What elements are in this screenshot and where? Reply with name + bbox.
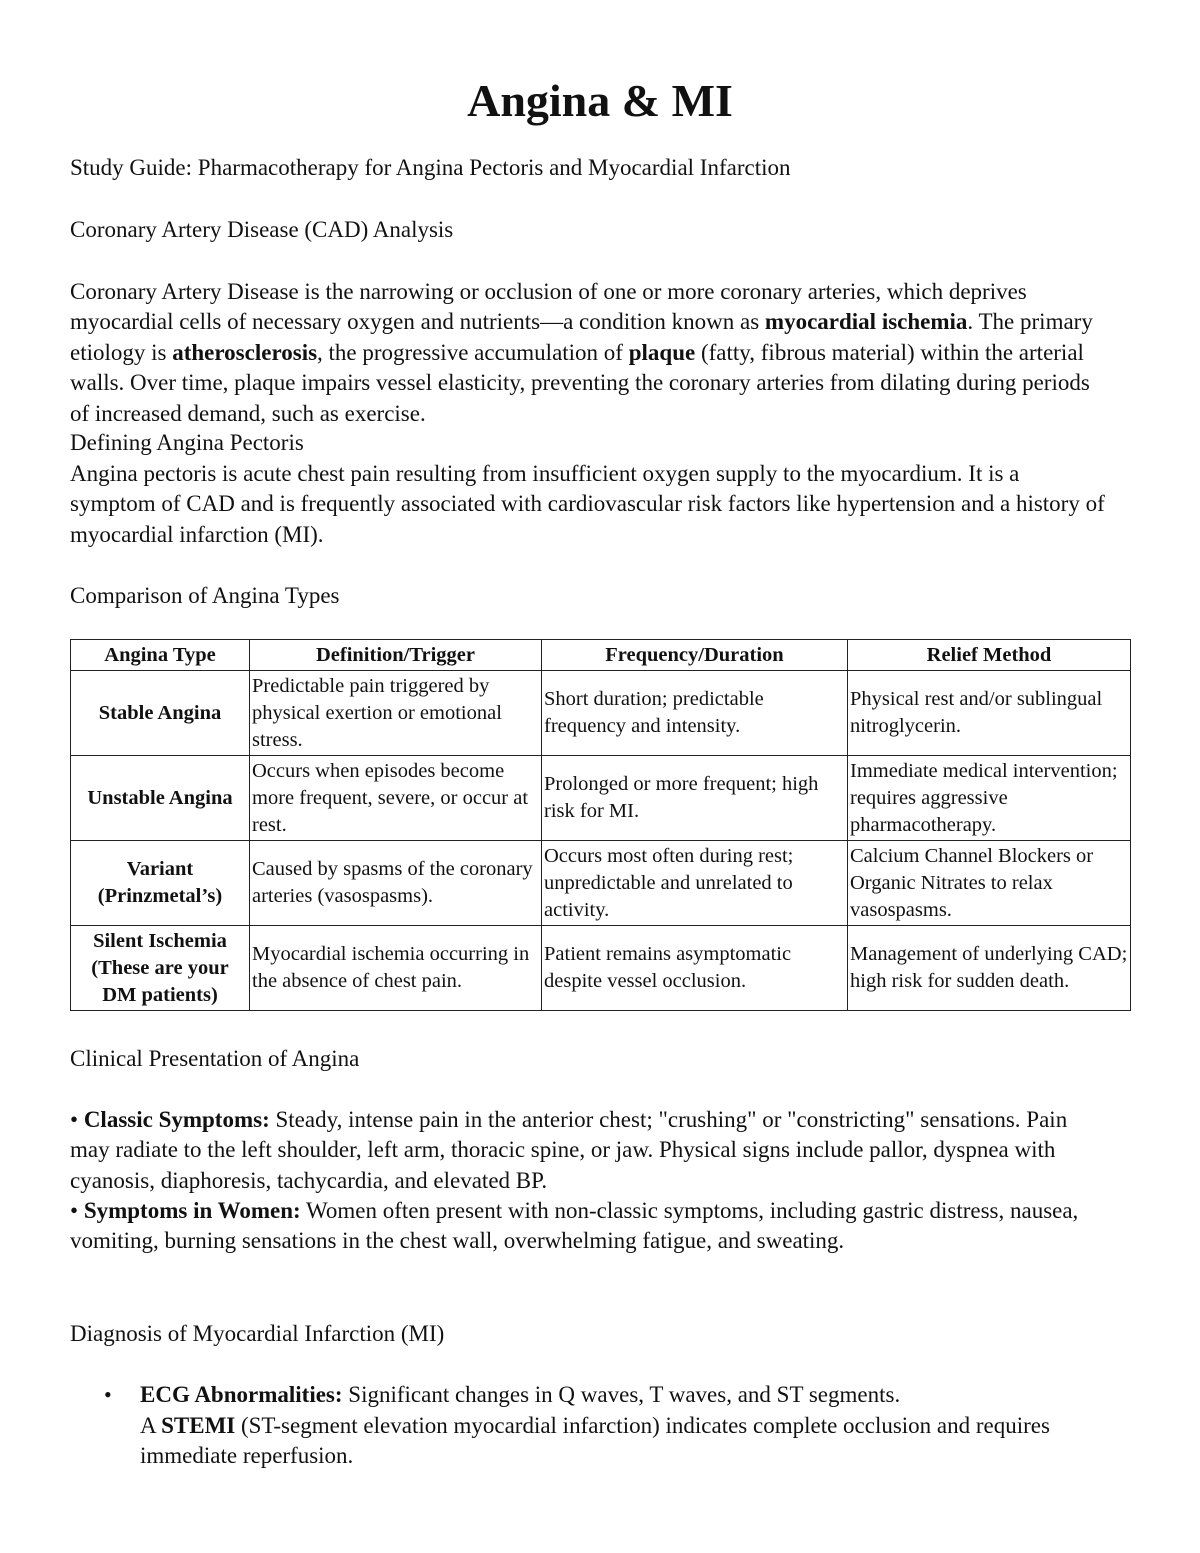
frequency-cell: Prolonged or more frequent; high risk for MI. <box>542 756 848 841</box>
classic-symptoms-label: Classic Symptoms: <box>83 1107 270 1132</box>
angina-type-cell: Unstable Angina <box>71 756 250 841</box>
women-symptoms-label: Symptoms in Women: <box>83 1198 301 1223</box>
relief-cell: Management of underlying CAD; high risk for sudden death. <box>848 926 1131 1011</box>
table-row <box>71 926 1131 1011</box>
cad-heading: Coronary Artery Disease (CAD) Analysis <box>70 217 454 242</box>
definition-cell: Myocardial ischemia occurring in the absence of chest pain. <box>250 926 542 1011</box>
term-atherosclerosis: atherosclerosis <box>172 339 318 365</box>
list-item <box>70 1380 1130 1472</box>
stemi-text: (ST-segment elevation myocardial infarction) indicates complete occlusion and requires immediate reperfusion. <box>140 1412 1050 1468</box>
angina-type-cell: Variant (Prinzmetal’s) <box>71 841 250 926</box>
classic-symptoms-paragraph <box>70 1105 1110 1196</box>
column-header: Definition/Trigger <box>250 640 542 671</box>
relief-cell: Calcium Channel Blockers or Organic Nitrates to relax vasospasms. <box>848 841 1131 926</box>
diagnosis-heading: Diagnosis of Myocardial Infarction (MI) <box>70 1321 445 1346</box>
angina-definition-heading: Defining Angina Pectoris <box>70 430 304 455</box>
ecg-label: ECG Abnormalities: <box>140 1382 343 1407</box>
women-symptoms-text: Women often present with non-classic symptoms, including gastric distress, nausea, vomiting, burning sensations in the chest wall, overwhelming fatigue, and sweating. <box>70 1198 1079 1254</box>
stemi-prefix: A <box>140 1412 162 1438</box>
term-plaque: plaque <box>628 339 696 365</box>
cad-text-1: Coronary Artery Disease is the narrowing or occlusion of one or more coronary arteries, which deprives myocardial cells of necessary oxygen and nutrients—a condition known as <box>70 279 1027 335</box>
bullet-icon: • <box>70 1198 79 1223</box>
cad-paragraph <box>70 277 1110 429</box>
classic-symptoms-text: Steady, intense pain in the anterior chest; "crushing" or "constricting" sensations. Pain may radiate to the left shoulder, left arm, thoracic spine, or jaw. Physical signs include pallor, dyspnea with cyanosis, diaphoresis, tachycardia, and elevated BP. <box>70 1107 1068 1193</box>
subtitle: Study Guide: Pharmacotherapy for Angina Pectoris and Myocardial Infarction <box>70 155 791 180</box>
bullet-icon: • <box>70 1107 79 1132</box>
frequency-cell: Patient remains asymptomatic despite vessel occlusion. <box>542 926 848 1011</box>
term-myocardial-ischemia: myocardial ischemia <box>764 309 968 335</box>
table-header-row <box>71 640 1131 671</box>
comparison-heading: Comparison of Angina Types <box>70 583 340 608</box>
frequency-cell: Occurs most often during rest; unpredictable and unrelated to activity. <box>542 841 848 926</box>
relief-cell: Immediate medical intervention; requires aggressive pharmacotherapy. <box>848 756 1131 841</box>
column-header: Relief Method <box>848 640 1131 671</box>
table-row <box>71 671 1131 756</box>
angina-type-cell: Stable Angina <box>71 671 250 756</box>
definition-cell: Caused by spasms of the coronary arteries (vasospasms). <box>250 841 542 926</box>
definition-cell: Occurs when episodes become more frequent, severe, or occur at rest. <box>250 756 542 841</box>
definition-cell: Predictable pain triggered by physical exertion or emotional stress. <box>250 671 542 756</box>
page-title: Angina & MI <box>467 75 733 126</box>
bullet-icon: • <box>104 1382 112 1407</box>
women-symptoms-paragraph <box>70 1196 1110 1257</box>
ecg-text: Significant changes in Q waves, T waves, and ST segments. <box>342 1382 901 1407</box>
column-header: Frequency/Duration <box>542 640 848 671</box>
table-row <box>71 841 1131 926</box>
angina-comparison-table <box>70 639 1131 1011</box>
stemi-label: STEMI <box>161 1412 236 1438</box>
cad-text-2: . The primary etiology is <box>70 309 1093 365</box>
presentation-heading: Clinical Presentation of Angina <box>70 1046 360 1071</box>
angina-definition-paragraph: Angina pectoris is acute chest pain resulting from insufficient oxygen supply to the myocardium. It is a symptom of CAD and is frequently associated with cardiovascular risk factors like hypertension and a history of myocardial infarction (MI). <box>70 461 1105 547</box>
relief-cell: Physical rest and/or sublingual nitroglycerin. <box>848 671 1131 756</box>
cad-text-4: (fatty, fibrous material) within the arterial walls. Over time, plaque impairs vessel elasticity, preventing the coronary arteries from dilating during periods of increased demand, such as exercise. <box>70 339 1090 426</box>
cad-text-3: , the progressive accumulation of <box>317 339 629 365</box>
column-header: Angina Type <box>71 640 250 671</box>
angina-type-cell: Silent Ischemia (These are your DM patients) <box>71 926 250 1011</box>
diagnosis-list <box>70 1380 1130 1472</box>
table-row <box>71 756 1131 841</box>
frequency-cell: Short duration; predictable frequency and intensity. <box>542 671 848 756</box>
